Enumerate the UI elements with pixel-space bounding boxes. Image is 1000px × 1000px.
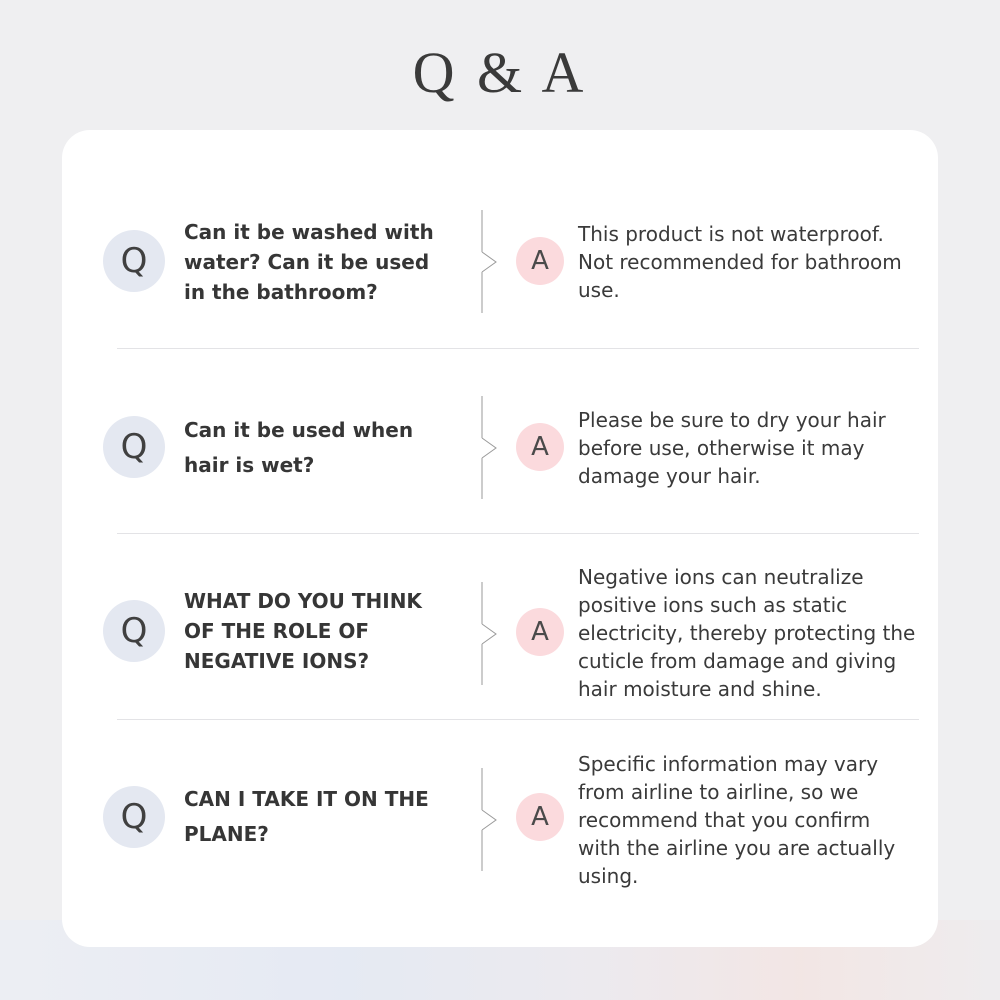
- chevron-divider-icon: [480, 210, 500, 313]
- qa-item: [62, 210, 938, 313]
- qa-item: [62, 396, 938, 499]
- answer-badge-letter: A: [531, 432, 549, 462]
- answer-text: Negative ions can neutralize positive ions such as static electricity, thereby protecting the cuticle from damage and giving hair moisture and shine.: [578, 565, 916, 701]
- answer-badge-letter: A: [531, 617, 549, 647]
- question-text: Can it be used when hair is wet?: [184, 417, 414, 477]
- answer-badge: [516, 237, 564, 285]
- row-divider: [117, 348, 919, 349]
- question-text-wrap: [184, 570, 444, 692]
- answer-text: Specific information may vary from airline to airline, so we recommend that you confirm with the airline you are actually using.: [578, 752, 896, 888]
- row-divider: [117, 719, 919, 720]
- chevron-divider-icon: [480, 582, 500, 685]
- answer-badge-letter: A: [531, 802, 549, 832]
- question-badge-letter: Q: [120, 611, 148, 651]
- chevron-divider-icon: [480, 396, 500, 499]
- question-badge: [103, 786, 165, 848]
- question-badge-letter: Q: [120, 797, 148, 837]
- answer-badge-letter: A: [531, 246, 549, 276]
- question-text-wrap: [184, 210, 444, 313]
- question-badge: [103, 230, 165, 292]
- question-text: WHAT DO YOU THINK OF THE ROLE OF NEGATIVE IONS?: [184, 589, 422, 673]
- question-text-wrap: [184, 396, 444, 499]
- question-badge: [103, 416, 165, 478]
- chevron-divider-icon: [480, 768, 500, 871]
- question-text-wrap: [184, 762, 444, 872]
- question-text: CAN I TAKE IT ON THE PLANE?: [184, 787, 429, 846]
- page-title: Q & A: [412, 40, 588, 105]
- row-divider: [117, 533, 919, 534]
- qa-item: [62, 752, 938, 902]
- question-badge-letter: Q: [120, 427, 148, 467]
- question-badge: [103, 600, 165, 662]
- answer-badge: [516, 423, 564, 471]
- answer-text: This product is not waterproof. Not recommended for bathroom use.: [578, 221, 902, 302]
- answer-badge: [516, 793, 564, 841]
- answer-text-wrap: [578, 210, 918, 313]
- answer-text-wrap: [578, 565, 918, 701]
- answer-text: Please be sure to dry your hair before use, otherwise it may damage your hair.: [578, 407, 886, 488]
- qa-item: [62, 565, 938, 710]
- qa-card: [62, 130, 938, 947]
- question-text: Can it be washed with water? Can it be used in the bathroom?: [184, 219, 434, 304]
- answer-text-wrap: [578, 752, 918, 888]
- question-badge-letter: Q: [120, 241, 148, 281]
- answer-text-wrap: [578, 396, 918, 499]
- answer-badge: [516, 608, 564, 656]
